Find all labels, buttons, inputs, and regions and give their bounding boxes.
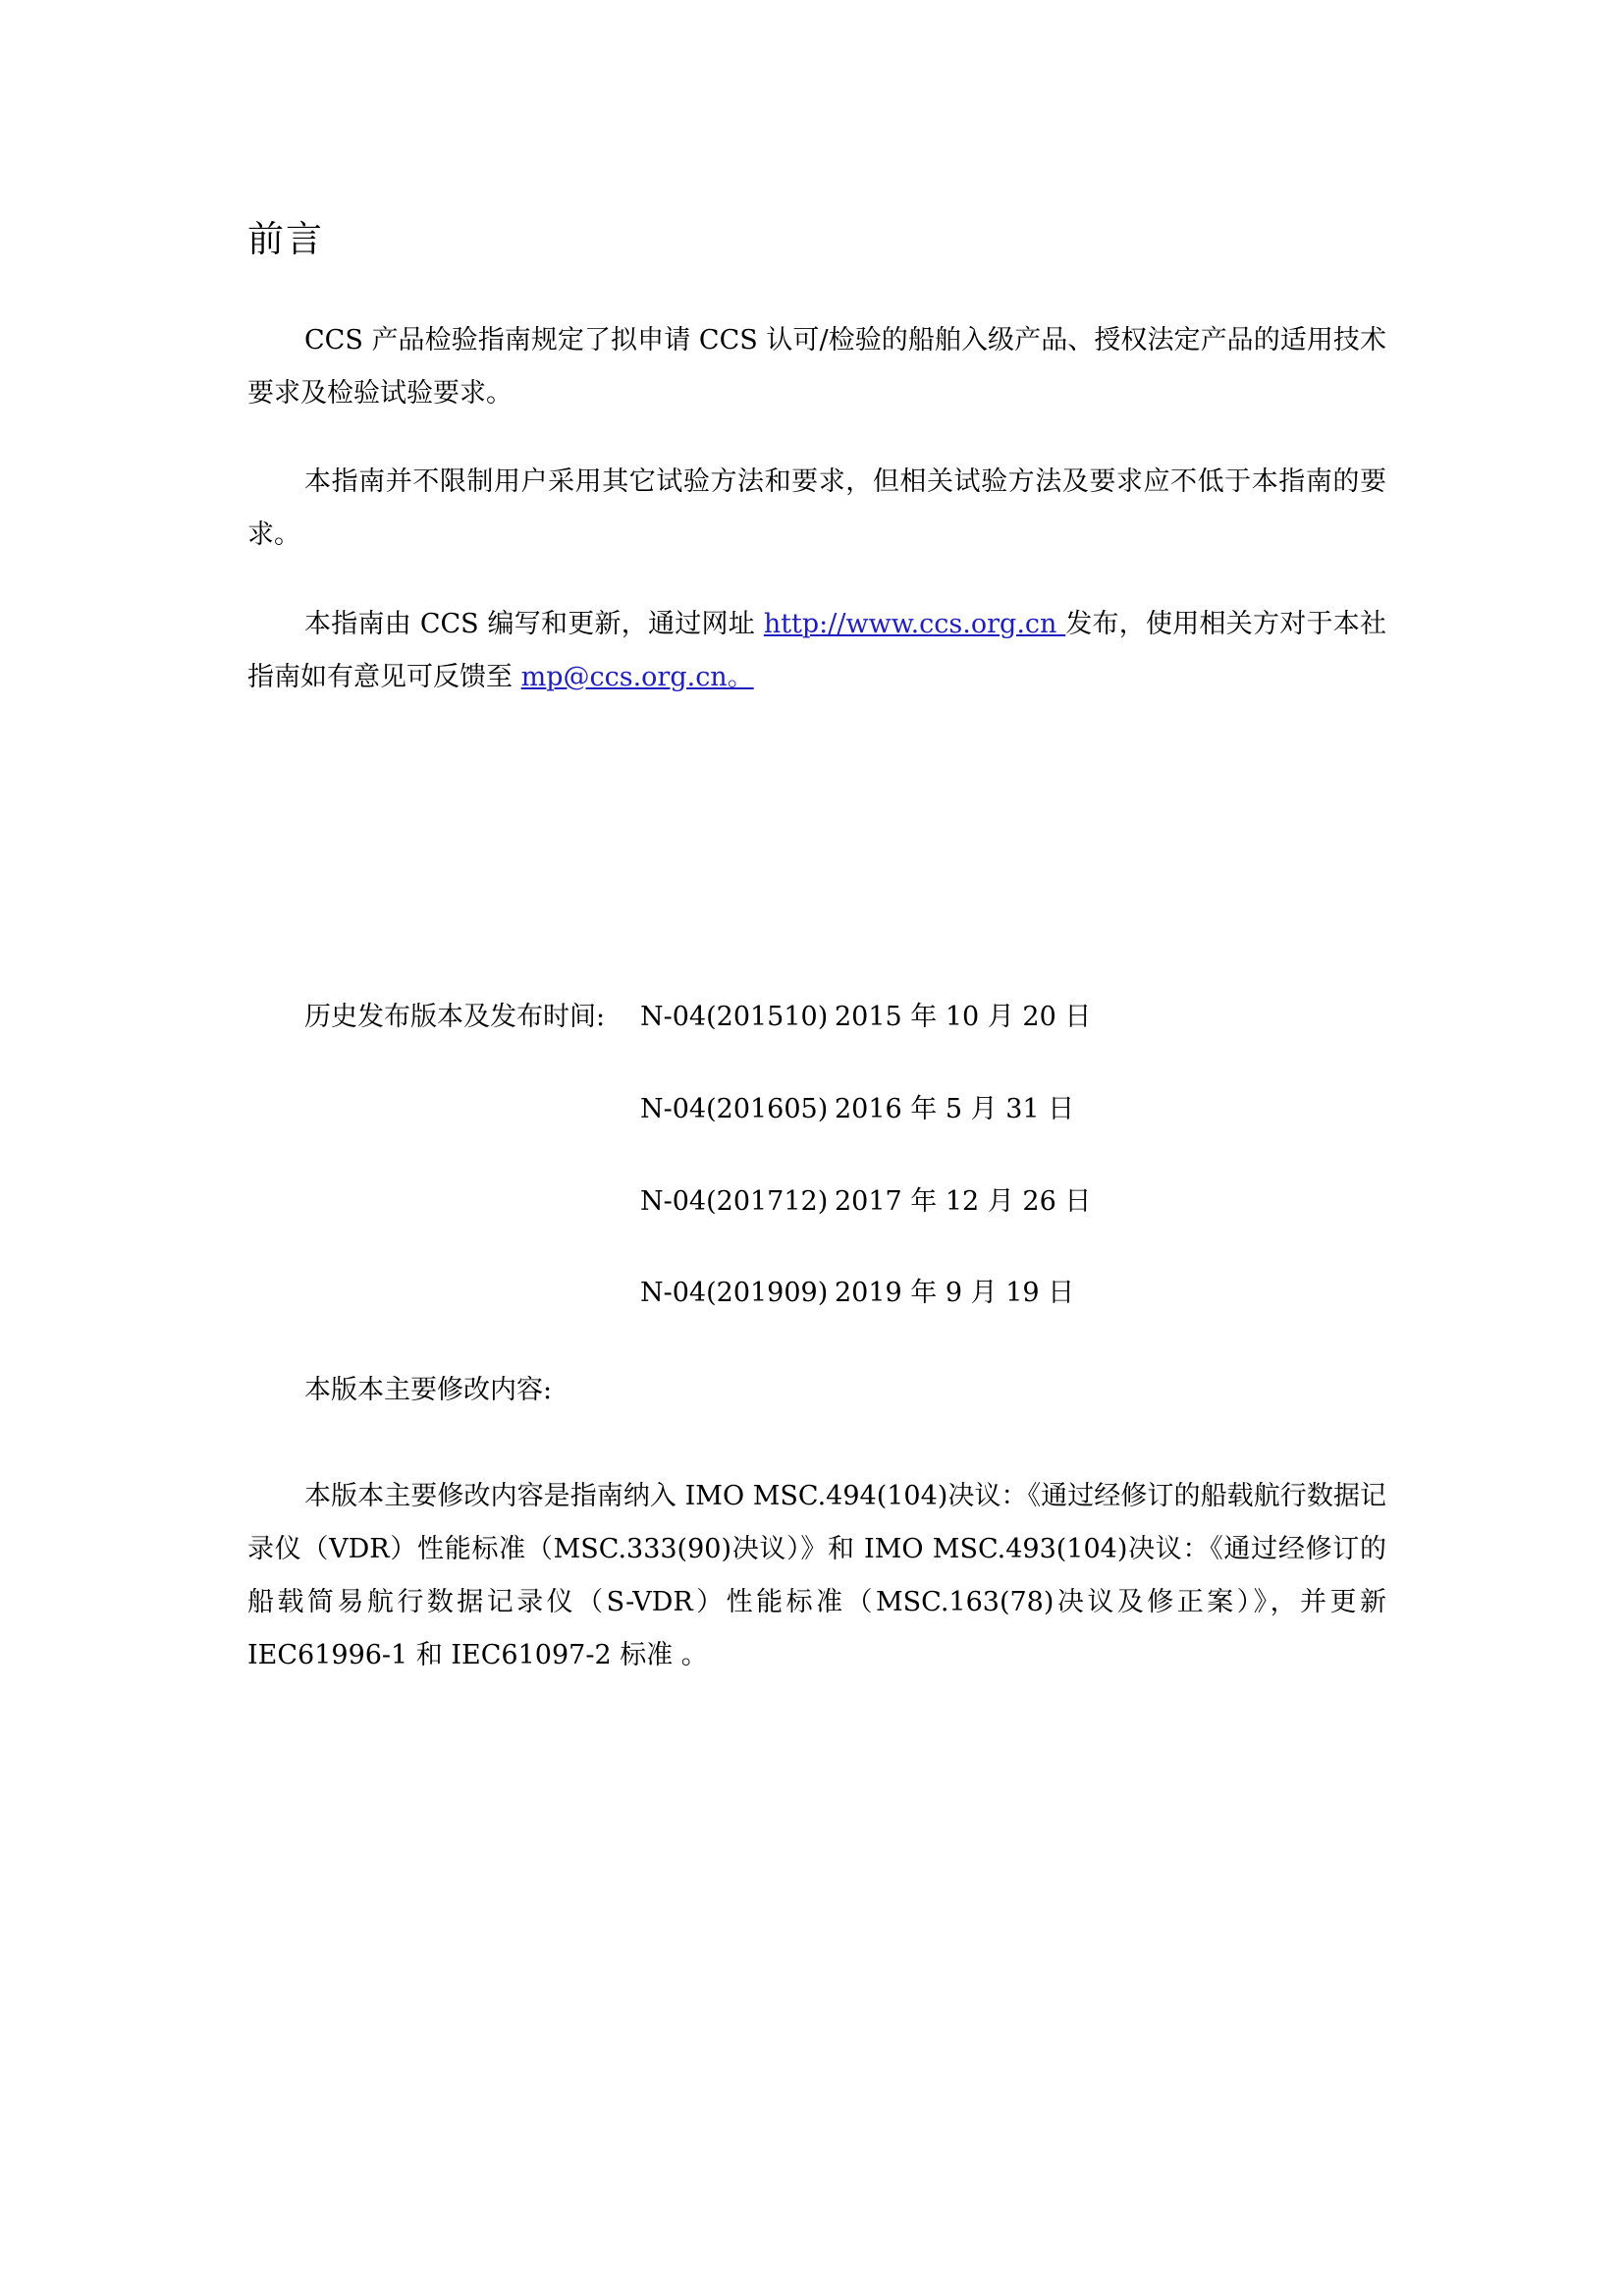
contact-paragraph xyxy=(247,598,1386,704)
intro-paragraph: CCS 产品检验指南规定了拟申请 CCS 认可/检验的船舶入级产品、授权法定产品的适用技术要求及检验试验要求。 xyxy=(247,325,1386,409)
email-link[interactable]: mp@ccs.org.cn。 xyxy=(520,662,754,692)
document-page xyxy=(247,0,1386,2296)
history-row xyxy=(304,1181,1091,1223)
history-version-code: N-04(201510) xyxy=(640,1002,829,1032)
history-row xyxy=(304,1273,1074,1314)
history-version-code: N-04(201909) xyxy=(640,1278,829,1308)
history-row xyxy=(304,1089,1074,1130)
history-release-date: 2017 年 12 月 26 日 xyxy=(835,1186,1092,1217)
history-label: 历史发布版本及发布时间: xyxy=(304,1002,606,1032)
history-release-date: 2015 年 10 月 20 日 xyxy=(835,1002,1092,1032)
history-release-date: 2019 年 9 月 19 日 xyxy=(835,1278,1075,1308)
history-release-date: 2016 年 5 月 31 日 xyxy=(835,1094,1075,1124)
contact-text-middle: 发布，使用相关方对于本社指南如有意见可反馈至 xyxy=(247,609,1386,692)
scope-paragraph: 本指南并不限制用户采用其它试验方法和要求，但相关试验方法及要求应不低于本指南的要求。 xyxy=(247,466,1386,550)
page-title: 前言 xyxy=(247,218,324,260)
history-version-code: N-04(201605) xyxy=(640,1094,829,1124)
history-version-code: N-04(201712) xyxy=(640,1186,829,1217)
website-link[interactable]: http://www.ccs.org.cn xyxy=(763,609,1066,639)
history-row xyxy=(304,997,1091,1038)
contact-text-start: 本指南由 CCS 编写和更新，通过网址 xyxy=(304,609,764,639)
changes-paragraph: 本版本主要修改内容是指南纳入 IMO MSC.494(104)决议：《通过经修订的船载航行数据记录仪（VDR）性能标准（MSC.333(90)决议）》和 IMO MSC.493(104)决议：《通过经修订的船载简易航行数据记录仪（S-VDR）性能标准（MSC.163(78)决议及修正案）》，并更新 IEC61996-1 和 IEC61097-2 标准 。 xyxy=(247,1481,1386,1670)
changes-heading: 本版本主要修改内容: xyxy=(304,1375,553,1405)
